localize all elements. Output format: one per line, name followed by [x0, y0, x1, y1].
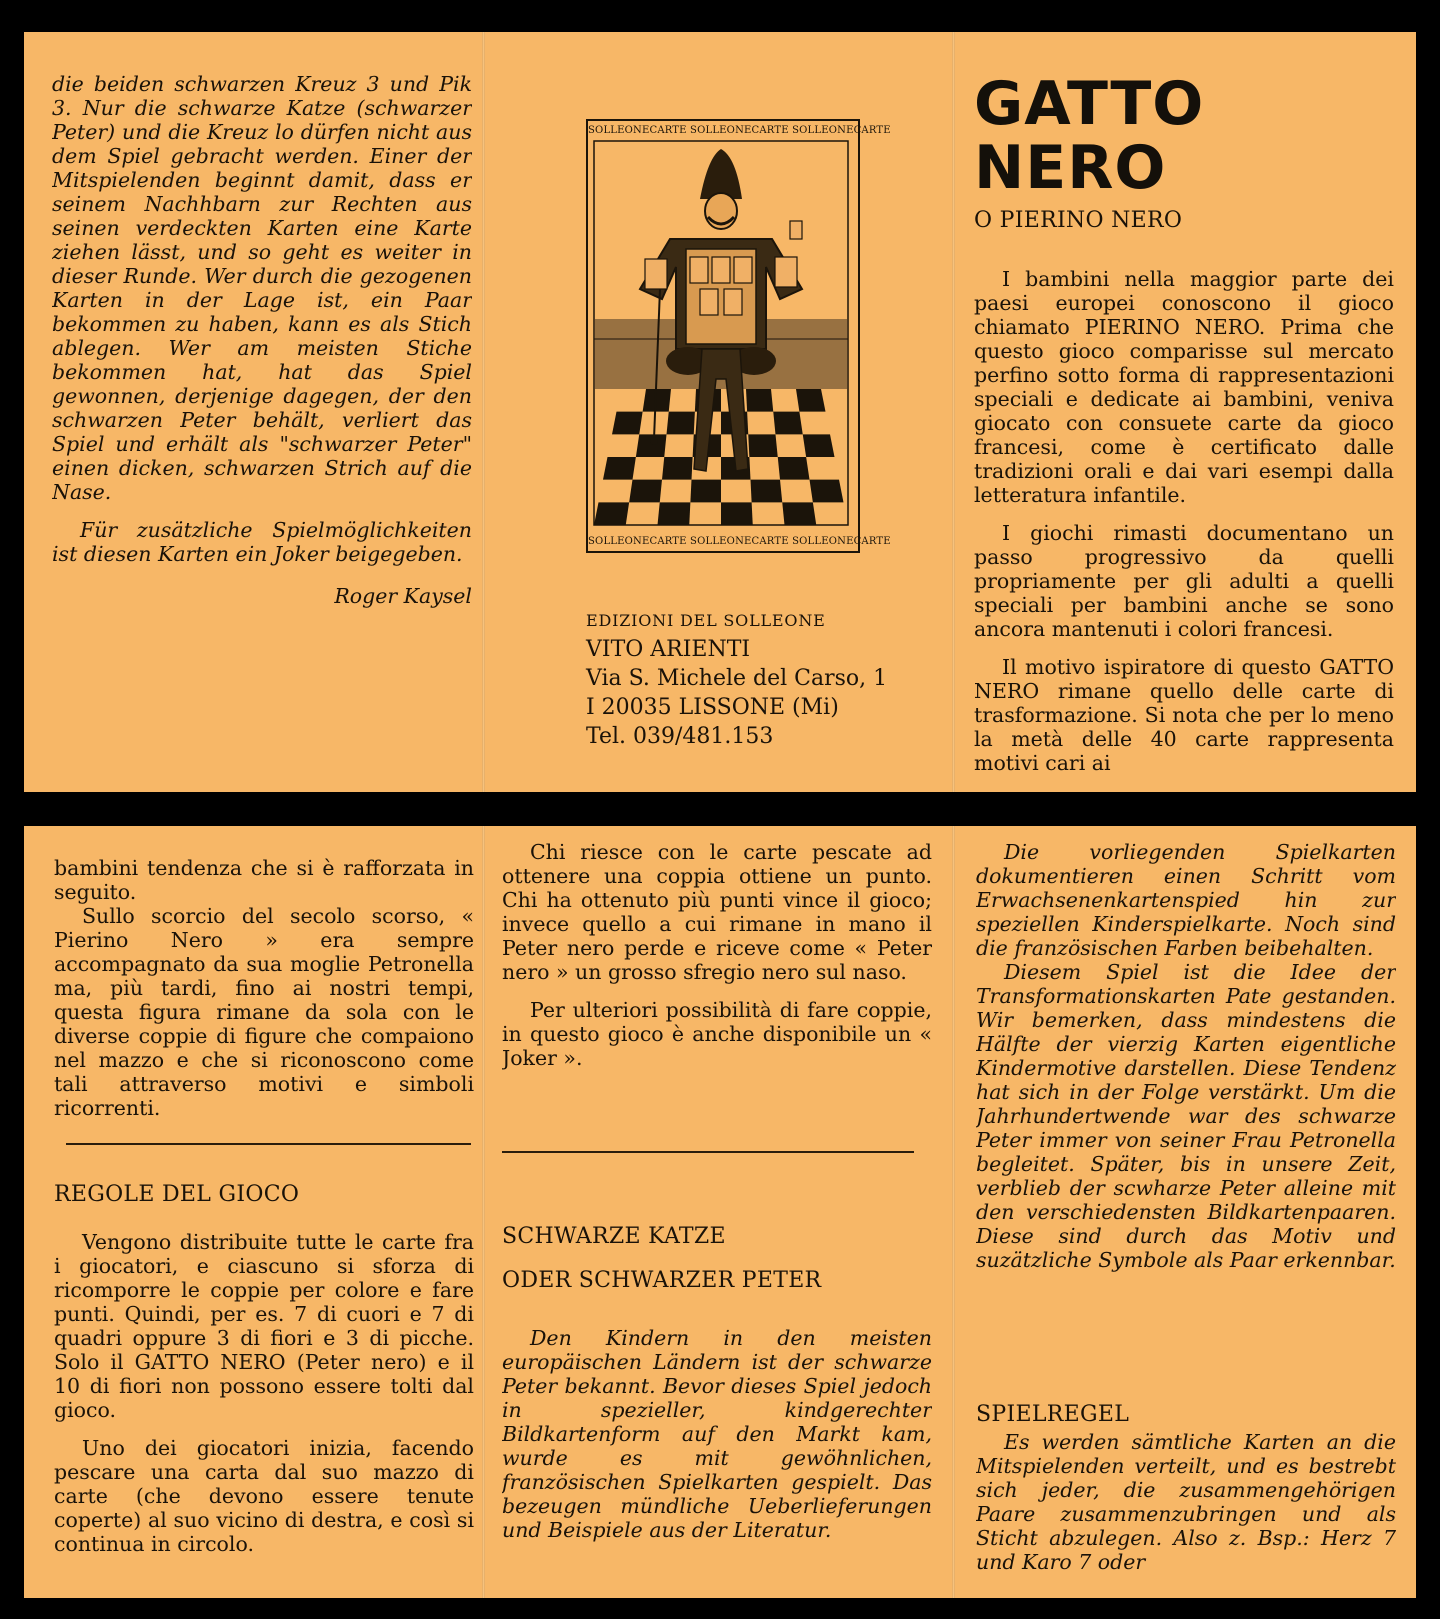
checkerboard-tile [667, 412, 695, 435]
card-border-text: SOLLEONECARTE SOLLEONECARTE SOLLEONECARTE [588, 125, 891, 136]
paragraph: Für zusätzliche Spielmöglichkeiten ist diesen Karten ein Joker beigegeben. [52, 518, 472, 566]
publisher-street: Via S. Michele del Carso, 1 [586, 666, 888, 691]
publisher-name: VITO ARIENTI [586, 637, 751, 662]
page-title: GATTO NERO [974, 69, 1205, 203]
checkerboard-tile [721, 502, 753, 525]
divider [66, 1143, 471, 1145]
paragraph: bambini tendenza che si è rafforzata in seguito. [54, 856, 474, 904]
fold-line [952, 32, 955, 792]
checkerboard-tile [796, 389, 826, 412]
fold-line [952, 826, 955, 1598]
paragraph: Den Kindern in den meisten europäischen Ländern ist der schwarze Peter bekannt. Bevor dieses Spiel jedoch in spezieller, kindgerechter Bildkartenform auf den Markt kam, wurde es mit gewöhnlichen, französischen Spielkarten gespielt. Das bezeugen mündliche Ueberlieferungen und Beispiele aus der Literatur. [502, 1326, 932, 1542]
paragraph: Chi riesce con le carte pescate ad ottenere una coppia ottiene un punto. Chi ha ottenuto più punti vince il gioco; invece quello a cui rimane in mano il Peter nero perde e riceve come « Peter nero » un grosso sfregio nero sul naso. [502, 840, 932, 984]
card-illustration [586, 119, 891, 553]
panel-title-intro [974, 32, 1394, 792]
leaflet-inner-side [24, 826, 1416, 1598]
paragraph: I bambini nella maggior parte dei paesi europei conoscono il gioco chiamato PIERINO NERO. Prima che questo gioco comparisse sul mercato perfino sotto forma di rappresentazioni speciali e dedicate ai bambini, veniva giocato con consuete carte da gioco francesi, come è certificato dalle tradizioni orali e dai vari esempi dalla letteratura infantile. [974, 267, 1394, 507]
panel-scoring-and-german-intro [502, 826, 932, 1598]
paragraph: Sullo scorcio del secolo scorso, « Pierino Nero » era sempre accompagnato da sua moglie Petronella ma, più tardi, fino ai nostri tempi, questa figura rimane da sola con le diverse coppie di figure che compaiono nel mazzo e che si riconoscono come tali attraverso motivi e simboli ricorrenti. [54, 904, 474, 1120]
checkerboard-tile [690, 480, 721, 503]
checkerboard-tile [810, 480, 844, 503]
section-heading: REGOLE DEL GIOCO [54, 1182, 300, 1207]
subtitle: O PIERINO NERO [974, 208, 1183, 233]
publisher-line: EDIZIONI DEL SOLLEONE [586, 611, 826, 630]
card-border-text: SOLLEONECARTE SOLLEONECARTE SOLLEONECARTE [588, 536, 891, 547]
checkerboard-tile [603, 457, 636, 480]
paragraph: Es werden sämtliche Karten an die Mitspielenden verteilt, und es bestrebt sich jeder, die zusammengehörigen Paare zusammenzubringen und als Sticht abzulegen. Also z. Bsp.: Herz 7 und Karo 7 oder [976, 1430, 1396, 1574]
checkerboard-tile [773, 412, 803, 435]
signature: Roger Kaysel [334, 584, 472, 608]
paragraph: Uno dei giocatori inizia, facendo pescare una carta dal suo mazzo di carte (che devono essere tenute coperte) al suo vicino di destra, e così si continua in circolo. [54, 1436, 474, 1556]
fold-line [482, 826, 485, 1598]
paragraph: I giochi rimasti documentano un passo progressivo da quelli propriamente per gli adulti a quelli speciali per bambini anche se sono ancora mantenuti i colori francesi. [974, 521, 1394, 641]
checkerboard-tile [594, 502, 629, 525]
paragraph: die beiden schwarzen Kreuz 3 und Pik 3. Nur die schwarze Katze (schwarzer Peter) und die Kreuz lo dürfen nicht aus dem Spiel gebracht werden. Einer der Mitspielenden beginnt damit, dass er seinem Nachhbarn zur Rechten aus seinen verdeckten Karten eine Karte ziehen lässt, und so geht es weiter in dieser Runde. Wer durch die gezogenen Karten in der Lage ist, ein Paar bekommen zu haben, kann es als Stich ablegen. Wer am meisten Stiche bekommen hat, hat das Spiel gewonnen, derjenige dagegen, der den schwarzen Peter behält, verliert das Spiel und erhält als "schwarzer Peter" einen dicken, schwarzen Strich auf die Nase. [52, 72, 472, 504]
checkerboard-tile [751, 480, 783, 503]
section-subheading: ODER SCHWARZER PETER [502, 1268, 822, 1293]
paragraph: Die vorliegenden Spielkarten dokumentieren einen Schritt vom Erwachsenenkartenspied hin zur speziellen Kinderspielkarte. Noch sind die französischen Farben beibehalten. [976, 840, 1396, 960]
publisher-block [586, 606, 926, 751]
black-peter-figure-image [590, 139, 852, 529]
section-heading: SPIELREGEL [976, 1402, 1130, 1427]
paragraph: Per ulteriori possibilità di fare coppie, in questo gioco è anche disponibile un « Joker ». [502, 998, 932, 1070]
divider [502, 1151, 914, 1153]
checkerboard-tile [662, 457, 693, 480]
checkerboard-tile [746, 389, 773, 412]
fold-line [482, 32, 485, 792]
panel-italian-rules [54, 826, 474, 1598]
publisher-phone: Tel. 039/481.153 [586, 724, 774, 749]
publisher-city: I 20035 LISSONE (Mi) [586, 695, 839, 720]
checkerboard-tile [778, 457, 810, 480]
paragraph: Il motivo ispiratore di questo GATTO NERO rimane quello delle carte di trasformazione. Si nota che per lo meno la metà delle 40 carte rappresenta motivi cari ai [974, 655, 1394, 775]
checkerboard-tile [658, 502, 691, 525]
panel-german-text [976, 826, 1396, 1598]
checkerboard-tile [636, 434, 667, 457]
panel-card-and-publisher [494, 32, 944, 792]
checkerboard-tile [612, 412, 643, 435]
checkerboard-tile [629, 480, 662, 503]
panel-german-rules-end [52, 32, 472, 792]
paragraph: Vengono distribuite tutte le carte fra i giocatori, e ciascuno si sforza di ricomporre le coppie per colore e fare punti. Quindi, per es. 7 di cuori e 7 di quadri oppure 3 di fiori e 3 di picche. Solo il GATTO NERO (Peter nero) e il 10 di fiori non possono essere tolti dal gioco. [54, 1230, 474, 1422]
checkerboard-tile [782, 502, 816, 525]
section-heading: SCHWARZE KATZE [502, 1224, 726, 1249]
paragraph: Diesem Spiel ist die Idee der Transformationskarten Pate gestanden. Wir bemerken, dass mindestens die Hälfte der vierzig Karten eigentliche Kindermotive darstellen. Diese Tendenz hat sich in der Folge verstärkt. Um die Jahrhundertwende war des schwarze Peter immer von seiner Frau Petronella begleitet. Später, bis in unsere Zeit, verblieb der scwharze Peter alleine mit den verschiedensten Bildkartenpaaren. Diese sind durch das Motiv und suzätzliche Symbole als Paar erkennbar. [976, 960, 1396, 1272]
checkerboard-tile [803, 434, 835, 457]
leaflet-outer-side [24, 32, 1416, 792]
checkerboard-tile [748, 434, 778, 457]
